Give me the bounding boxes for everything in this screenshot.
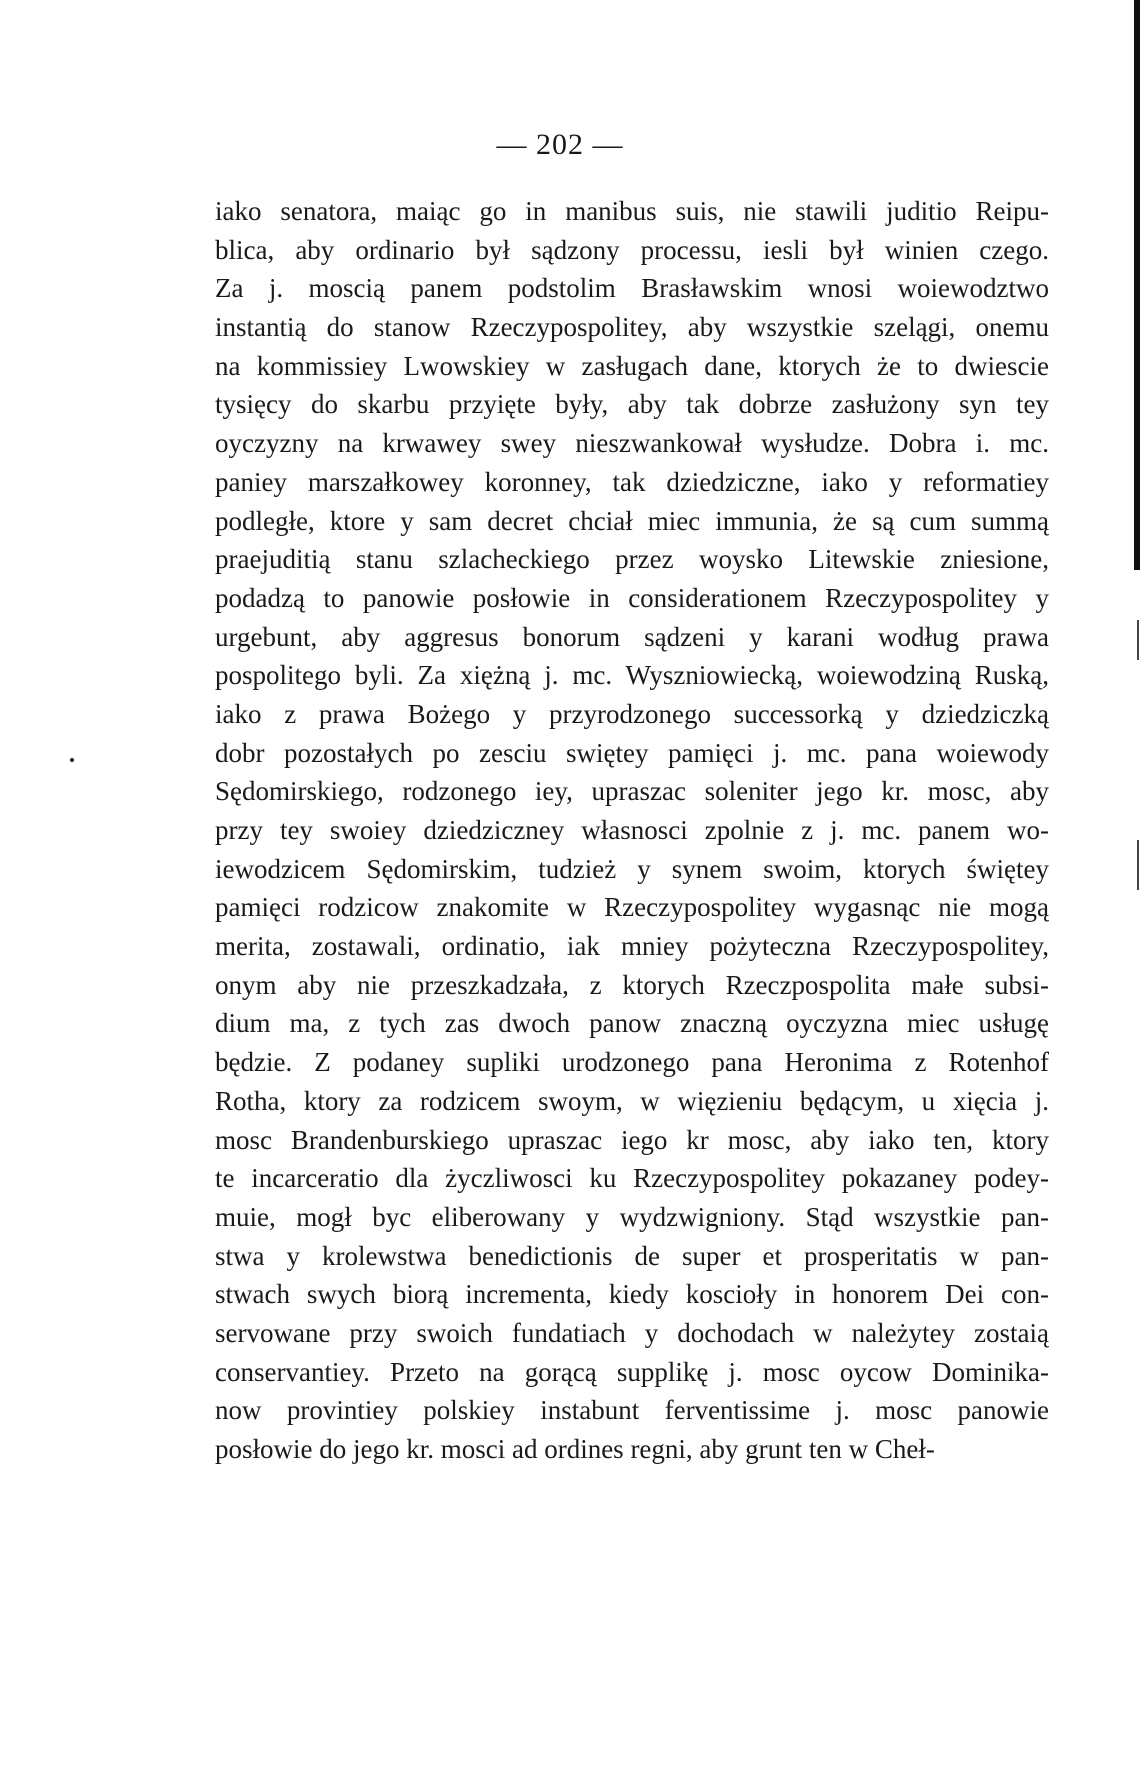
text-line: na kommissiey Lwowskiey w zasługach dane, ktorych że to dwiescie (215, 350, 1049, 381)
page-number: — 202 — (496, 128, 624, 161)
page-edge-scan-mark-small (1137, 840, 1139, 890)
text-line: te incarceratio dla życzliwosci ku Rzeczypospolitey pokazaney podey- (215, 1163, 1049, 1194)
text-line: dium ma, z tych zas dwoch panow znaczną oyczyzna miec usługę (215, 1008, 1049, 1039)
text-line: stwa y krolewstwa benedictionis de super et prosperitatis w pan- (215, 1240, 1049, 1271)
page-edge-scan-mark-small (1137, 620, 1139, 660)
body-text (215, 192, 1049, 1469)
ink-speck (70, 758, 74, 762)
text-line: podległe, ktore y sam decret chciał miec immunia, że są cum summą (215, 505, 1049, 536)
text-line: urgebunt, aby aggresus bonorum sądzeni y karani wodług prawa (215, 621, 1049, 652)
text-line: przy tey swoiey dziedziczney własnosci zpolnie z j. mc. panem wo- (215, 815, 1049, 845)
text-line: paniey marszałkowey koronney, tak dziedziczne, iako y reformatiey (215, 466, 1049, 497)
page-edge-scan-mark (1134, 0, 1140, 570)
text-line: pospolitego byli. Za xiężną j. mc. Wyszniowiecką, woiewodziną Ruską, (215, 660, 1049, 691)
text-line: muie, mogł byc eliberowany y wydzwigniony. Stąd wszystkie pan- (215, 1201, 1049, 1232)
text-line: Za j. moscią panem podstolim Brasławskim wnosi woiewodztwo (215, 273, 1049, 304)
text-line: pamięci rodzicow znakomite w Rzeczypospolitey wygasnąc nie mogą (215, 892, 1049, 923)
text-line: conservantiey. Przeto na gorącą supplikę j. mosc oycow Dominika- (215, 1356, 1049, 1387)
text-line: merita, zostawali, ordinatio, iak mniey pożyteczna Rzeczypospolitey, (215, 931, 1049, 962)
text-line: dobr pozostałych po zesciu swiętey pamięci j. mc. pana woiewody (215, 737, 1049, 768)
text-line: oyczyzny na krwawey swey nieszwankował wysłudze. Dobra i. mc. (215, 428, 1049, 459)
text-line: podadzą to panowie posłowie in considerationem Rzeczypospolitey y (215, 582, 1049, 613)
text-line: Sędomirskiego, rodzonego iey, upraszac soleniter jego kr. mosc, aby (215, 776, 1049, 807)
text-line: onym aby nie przeszkadzała, z ktorych Rzeczpospolita małe subsi- (215, 969, 1049, 1000)
text-line: instantią do stanow Rzeczypospolitey, aby wszystkie szelągi, onemu (215, 312, 1049, 343)
text-line: iewodzicem Sędomirskim, tudzież y synem swoim, ktorych świętey (215, 853, 1049, 884)
text-line: stwach swych biorą incrementa, kiedy koscioły in honorem Dei con- (215, 1279, 1049, 1310)
text-line: iako senatora, maiąc go in manibus suis, nie stawili juditio Reipu- (215, 196, 1049, 226)
text-line: Rotha, ktory za rodzicem swoym, w więzieniu będącym, u xięcia j. (215, 1085, 1049, 1116)
text-line: posłowie do jego kr. mosci ad ordines regni, aby grunt ten w Cheł- (215, 1434, 935, 1464)
text-line: praejuditią stanu szlacheckiego przez woysko Litewskie zniesione, (215, 544, 1049, 575)
text-line: mosc Brandenburskiego upraszac iego kr mosc, aby iako ten, ktory (215, 1124, 1049, 1155)
text-line: iako z prawa Bożego y przyrodzonego successorką y dziedziczką (215, 698, 1049, 729)
text-line: tysięcy do skarbu przyięte były, aby tak dobrze zasłużony syn tey (215, 389, 1049, 420)
text-line: now provintiey polskiey instabunt ferventissime j. mosc panowie (215, 1395, 1049, 1426)
text-line: servowane przy swoich fundatiach y dochodach w należytey zostaią (215, 1317, 1049, 1348)
text-line: będzie. Z podaney supliki urodzonego pana Heronima z Rotenhof (215, 1047, 1049, 1078)
text-line: blica, aby ordinario był sądzony processu, iesli był winien czego. (215, 234, 1049, 265)
